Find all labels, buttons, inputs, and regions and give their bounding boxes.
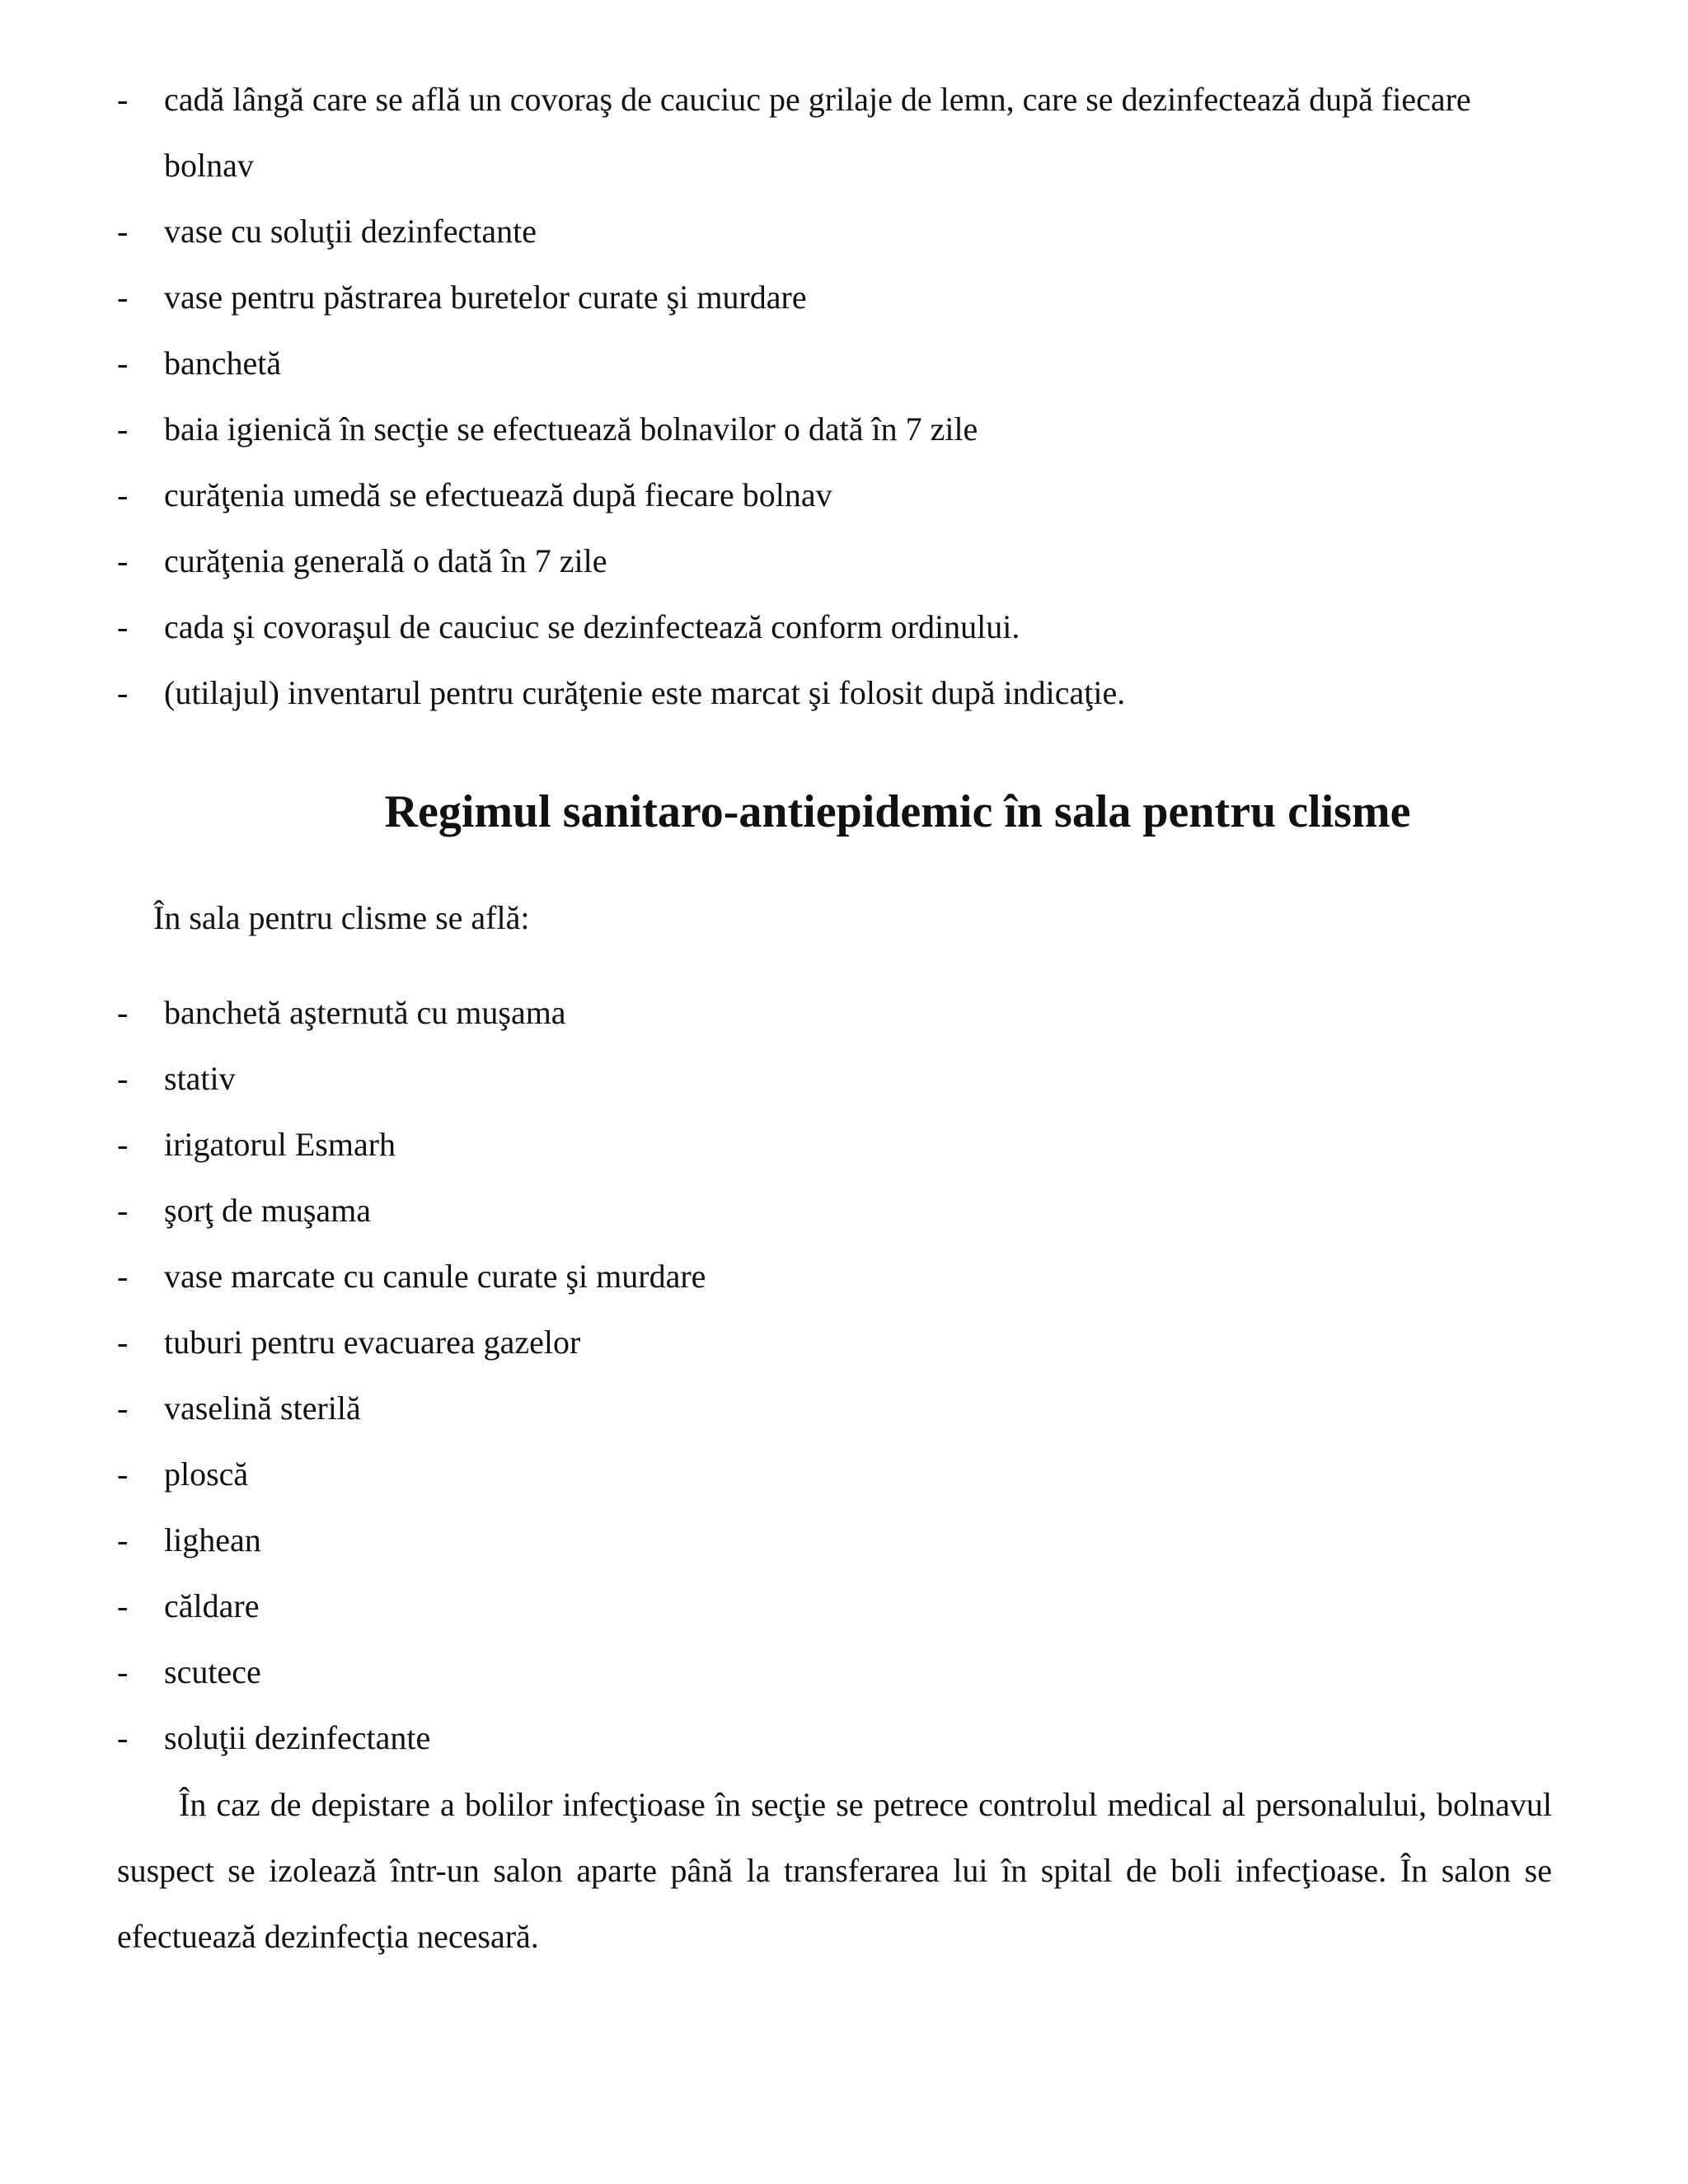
list-dash: - xyxy=(117,1324,129,1361)
list-item-text: vase pentru păstrarea buretelor curate şi murdare xyxy=(164,279,807,316)
list-dash: - xyxy=(117,542,129,579)
list-dash: - xyxy=(117,213,129,250)
list-item-text: soluţii dezinfectante xyxy=(164,1719,431,1756)
section-intro: În sala pentru clisme se află: xyxy=(153,899,530,936)
list-dash: - xyxy=(117,81,129,118)
list-item-text: vase cu soluţii dezinfectante xyxy=(164,213,537,250)
list-dash: - xyxy=(117,674,129,711)
list-dash: - xyxy=(117,476,129,513)
list-item-text: banchetă aşternută cu muşama xyxy=(164,994,566,1031)
list-dash: - xyxy=(117,410,129,448)
list-dash: - xyxy=(117,1390,129,1427)
list-item-text: cada şi covoraşul de cauciuc se dezinfectează conform ordinului. xyxy=(164,608,1020,645)
list-dash: - xyxy=(117,344,129,382)
list-dash: - xyxy=(117,279,129,316)
list-dash: - xyxy=(117,1719,129,1756)
section-title: Regimul sanitaro-antiepidemic în sala pentru clisme xyxy=(384,786,1411,837)
list-dash: - xyxy=(117,1258,129,1295)
list-item-text: şorţ de muşama xyxy=(164,1192,372,1229)
list-item-text: curăţenia umedă se efectuează după fiecare bolnav xyxy=(164,476,832,513)
list-item-text: banchetă xyxy=(164,344,282,382)
list-item-text: tuburi pentru evacuarea gazelor xyxy=(164,1324,581,1361)
list-dash: - xyxy=(117,608,129,645)
list-dash: - xyxy=(117,1521,129,1558)
list-dash: - xyxy=(117,1060,129,1097)
list-item-text: irigatorul Esmarh xyxy=(164,1126,396,1163)
list-item-text: (utilajul) inventarul pentru curăţenie este marcat şi folosit după indicaţie. xyxy=(164,674,1126,711)
list-dash: - xyxy=(117,1587,129,1624)
list-dash: - xyxy=(117,1126,129,1163)
list-item-text: baia igienică în secţie se efectuează bolnavilor o dată în 7 zile xyxy=(164,410,978,448)
body-paragraph: În caz de depistare a bolilor infecţioase în secţie se petrece controlul medical al personalului, bolnavul suspect se izolează într-un salon aparte până la transferarea lui în spital de boli infecţioase. În salon se efectuează dezinfecţia necesară. xyxy=(117,1786,1552,1955)
list-dash: - xyxy=(117,1192,129,1229)
list-item-text: curăţenia generală o dată în 7 zile xyxy=(164,542,607,579)
list-item-text: stativ xyxy=(164,1060,236,1097)
list-item-text: ploscă xyxy=(164,1455,249,1493)
list-item-text: scutece xyxy=(164,1653,261,1690)
list-item-text: căldare xyxy=(164,1587,260,1624)
list-item-text: lighean xyxy=(164,1521,261,1558)
list-item-text: vaselină sterilă xyxy=(164,1390,361,1427)
list-dash: - xyxy=(117,994,129,1031)
list-item-text: vase marcate cu canule curate şi murdare xyxy=(164,1258,706,1295)
list-item-text: cadă lângă care se află un covoraş de cauciuc pe grilaje de lemn, care se dezinfectează după fiecare bolnav xyxy=(164,81,1471,184)
list-dash: - xyxy=(117,1455,129,1493)
list-dash: - xyxy=(117,1653,129,1690)
